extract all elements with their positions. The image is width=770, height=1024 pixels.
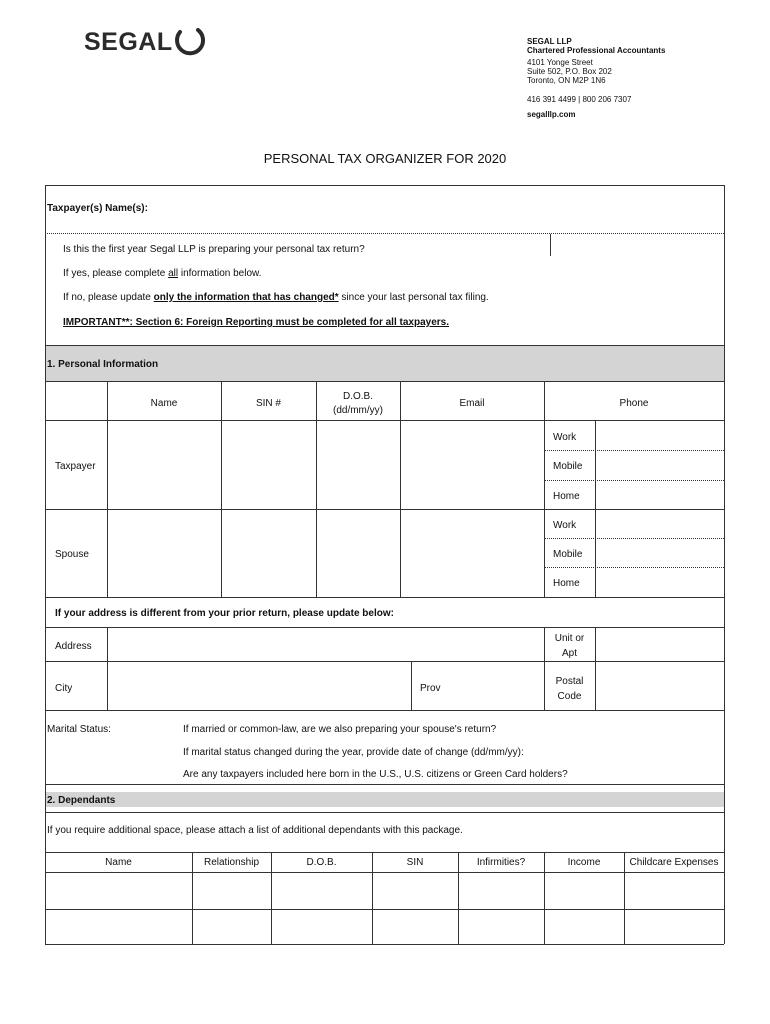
- spouse-label: Spouse: [55, 549, 89, 560]
- grid-line: [45, 597, 724, 598]
- grid-line: [544, 538, 724, 539]
- grid-line: [595, 627, 596, 710]
- firm-phone: 416 391 4499 | 800 206 7307: [527, 95, 632, 104]
- grid-line: [45, 872, 724, 873]
- grid-line: [45, 710, 724, 711]
- marital-question-3: Are any taxpayers included here born in the U.S., U.S. citizens or Green Card holders?: [183, 769, 568, 780]
- postal-label-1: Postal: [555, 676, 584, 687]
- phone-mobile-label: Mobile: [553, 461, 583, 472]
- col-name: Name: [150, 398, 178, 409]
- first-year-answer-box[interactable]: [550, 234, 551, 256]
- marital-question-2: If marital status changed during the year, provide date of change (dd/mm/yy):: [183, 747, 524, 758]
- logo-ring-icon: [172, 22, 208, 58]
- phone-work-label: Work: [553, 520, 577, 531]
- grid-line: [45, 852, 724, 853]
- phone-work-label: Work: [553, 432, 577, 443]
- grid-line: [45, 812, 724, 813]
- marital-question-1: If married or common-law, are we also preparing your spouse's return?: [183, 724, 497, 735]
- grid-line: [45, 381, 724, 382]
- grid-line: [544, 450, 724, 451]
- unit-label-1: Unit or: [554, 633, 585, 644]
- marital-status-label: Marital Status:: [47, 724, 111, 735]
- firm-address-3: Toronto, ON M2P 1N6: [527, 76, 606, 85]
- page-title: PERSONAL TAX ORGANIZER FOR 2020: [263, 151, 507, 166]
- section2-header: 2. Dependants: [47, 795, 116, 806]
- firm-address-1: 4101 Yonge Street: [527, 58, 593, 67]
- important-note: IMPORTANT**: Section 6: Foreign Reporting must be completed for all taxpayers.: [63, 317, 449, 328]
- frame-right: [724, 185, 725, 944]
- section2-header-bg: [46, 792, 724, 807]
- first-year-question: Is this the first year Segal LLP is preparing your personal tax return?: [63, 244, 365, 255]
- grid-line: [45, 784, 724, 785]
- city-label: City: [55, 683, 73, 694]
- if-yes-post: information below.: [178, 268, 262, 279]
- firm-subtitle: Chartered Professional Accountants: [527, 46, 666, 55]
- dep-col-dob: D.O.B.: [306, 857, 337, 868]
- grid-line: [107, 381, 108, 597]
- grid-line: [400, 381, 401, 597]
- logo-text: SEGAL: [84, 28, 173, 56]
- col-dob-1: D.O.B.: [342, 391, 373, 402]
- dependants-note: If you require additional space, please attach a list of additional dependants with this package.: [47, 825, 463, 836]
- dep-col-childcare: Childcare Expenses: [629, 857, 719, 868]
- frame-left: [45, 185, 46, 944]
- frame-bottom: [45, 944, 724, 945]
- firm-website: segalllp.com: [527, 110, 576, 119]
- col-sin: SIN #: [255, 398, 281, 409]
- if-no-pre: If no, please update: [63, 292, 154, 303]
- section1-header: 1. Personal Information: [47, 359, 159, 370]
- grid-line: [45, 627, 724, 628]
- if-no-text: [63, 292, 489, 303]
- firm-address-2: Suite 502, P.O. Box 202: [527, 67, 612, 76]
- phone-home-label: Home: [553, 578, 580, 589]
- address-note: If your address is different from your prior return, please update below:: [55, 608, 394, 619]
- grid-line: [45, 661, 724, 662]
- if-yes-text: [63, 268, 261, 279]
- phone-home-label: Home: [553, 491, 580, 502]
- if-yes-underline: all: [168, 268, 179, 279]
- taxpayer-names-divider: [45, 233, 724, 234]
- if-yes-pre: If yes, please complete: [63, 268, 169, 279]
- col-email: Email: [459, 398, 485, 409]
- grid-line: [544, 480, 724, 481]
- dep-col-relationship: Relationship: [203, 857, 260, 868]
- postal-label-2: Code: [557, 691, 582, 702]
- unit-label-2: Apt: [561, 648, 577, 659]
- prov-label: Prov: [420, 683, 441, 694]
- address-label: Address: [55, 641, 92, 652]
- frame-top: [45, 185, 724, 186]
- grid-line: [544, 381, 545, 597]
- firm-name: SEGAL LLP: [527, 37, 572, 46]
- firm-logo: [84, 28, 173, 60]
- dep-col-name: Name: [105, 857, 132, 868]
- grid-line: [411, 661, 412, 710]
- taxpayer-names-label: Taxpayer(s) Name(s):: [47, 203, 148, 214]
- grid-line: [595, 421, 596, 597]
- col-dob-2: (dd/mm/yy): [333, 405, 383, 416]
- if-no-bold: only the information that has changed*: [153, 292, 339, 303]
- grid-line: [45, 909, 724, 910]
- grid-line: [45, 420, 724, 421]
- grid-line: [221, 381, 222, 597]
- dep-col-income: Income: [567, 857, 601, 868]
- grid-line: [107, 627, 108, 710]
- col-phone: Phone: [619, 398, 649, 409]
- phone-mobile-label: Mobile: [553, 549, 583, 560]
- if-no-post: since your last personal tax filing.: [338, 292, 489, 303]
- grid-line: [45, 509, 724, 510]
- dep-col-infirmities: Infirmities?: [476, 857, 526, 868]
- dep-col-sin: SIN: [406, 857, 424, 868]
- grid-line: [544, 567, 724, 568]
- taxpayer-label: Taxpayer: [55, 461, 96, 472]
